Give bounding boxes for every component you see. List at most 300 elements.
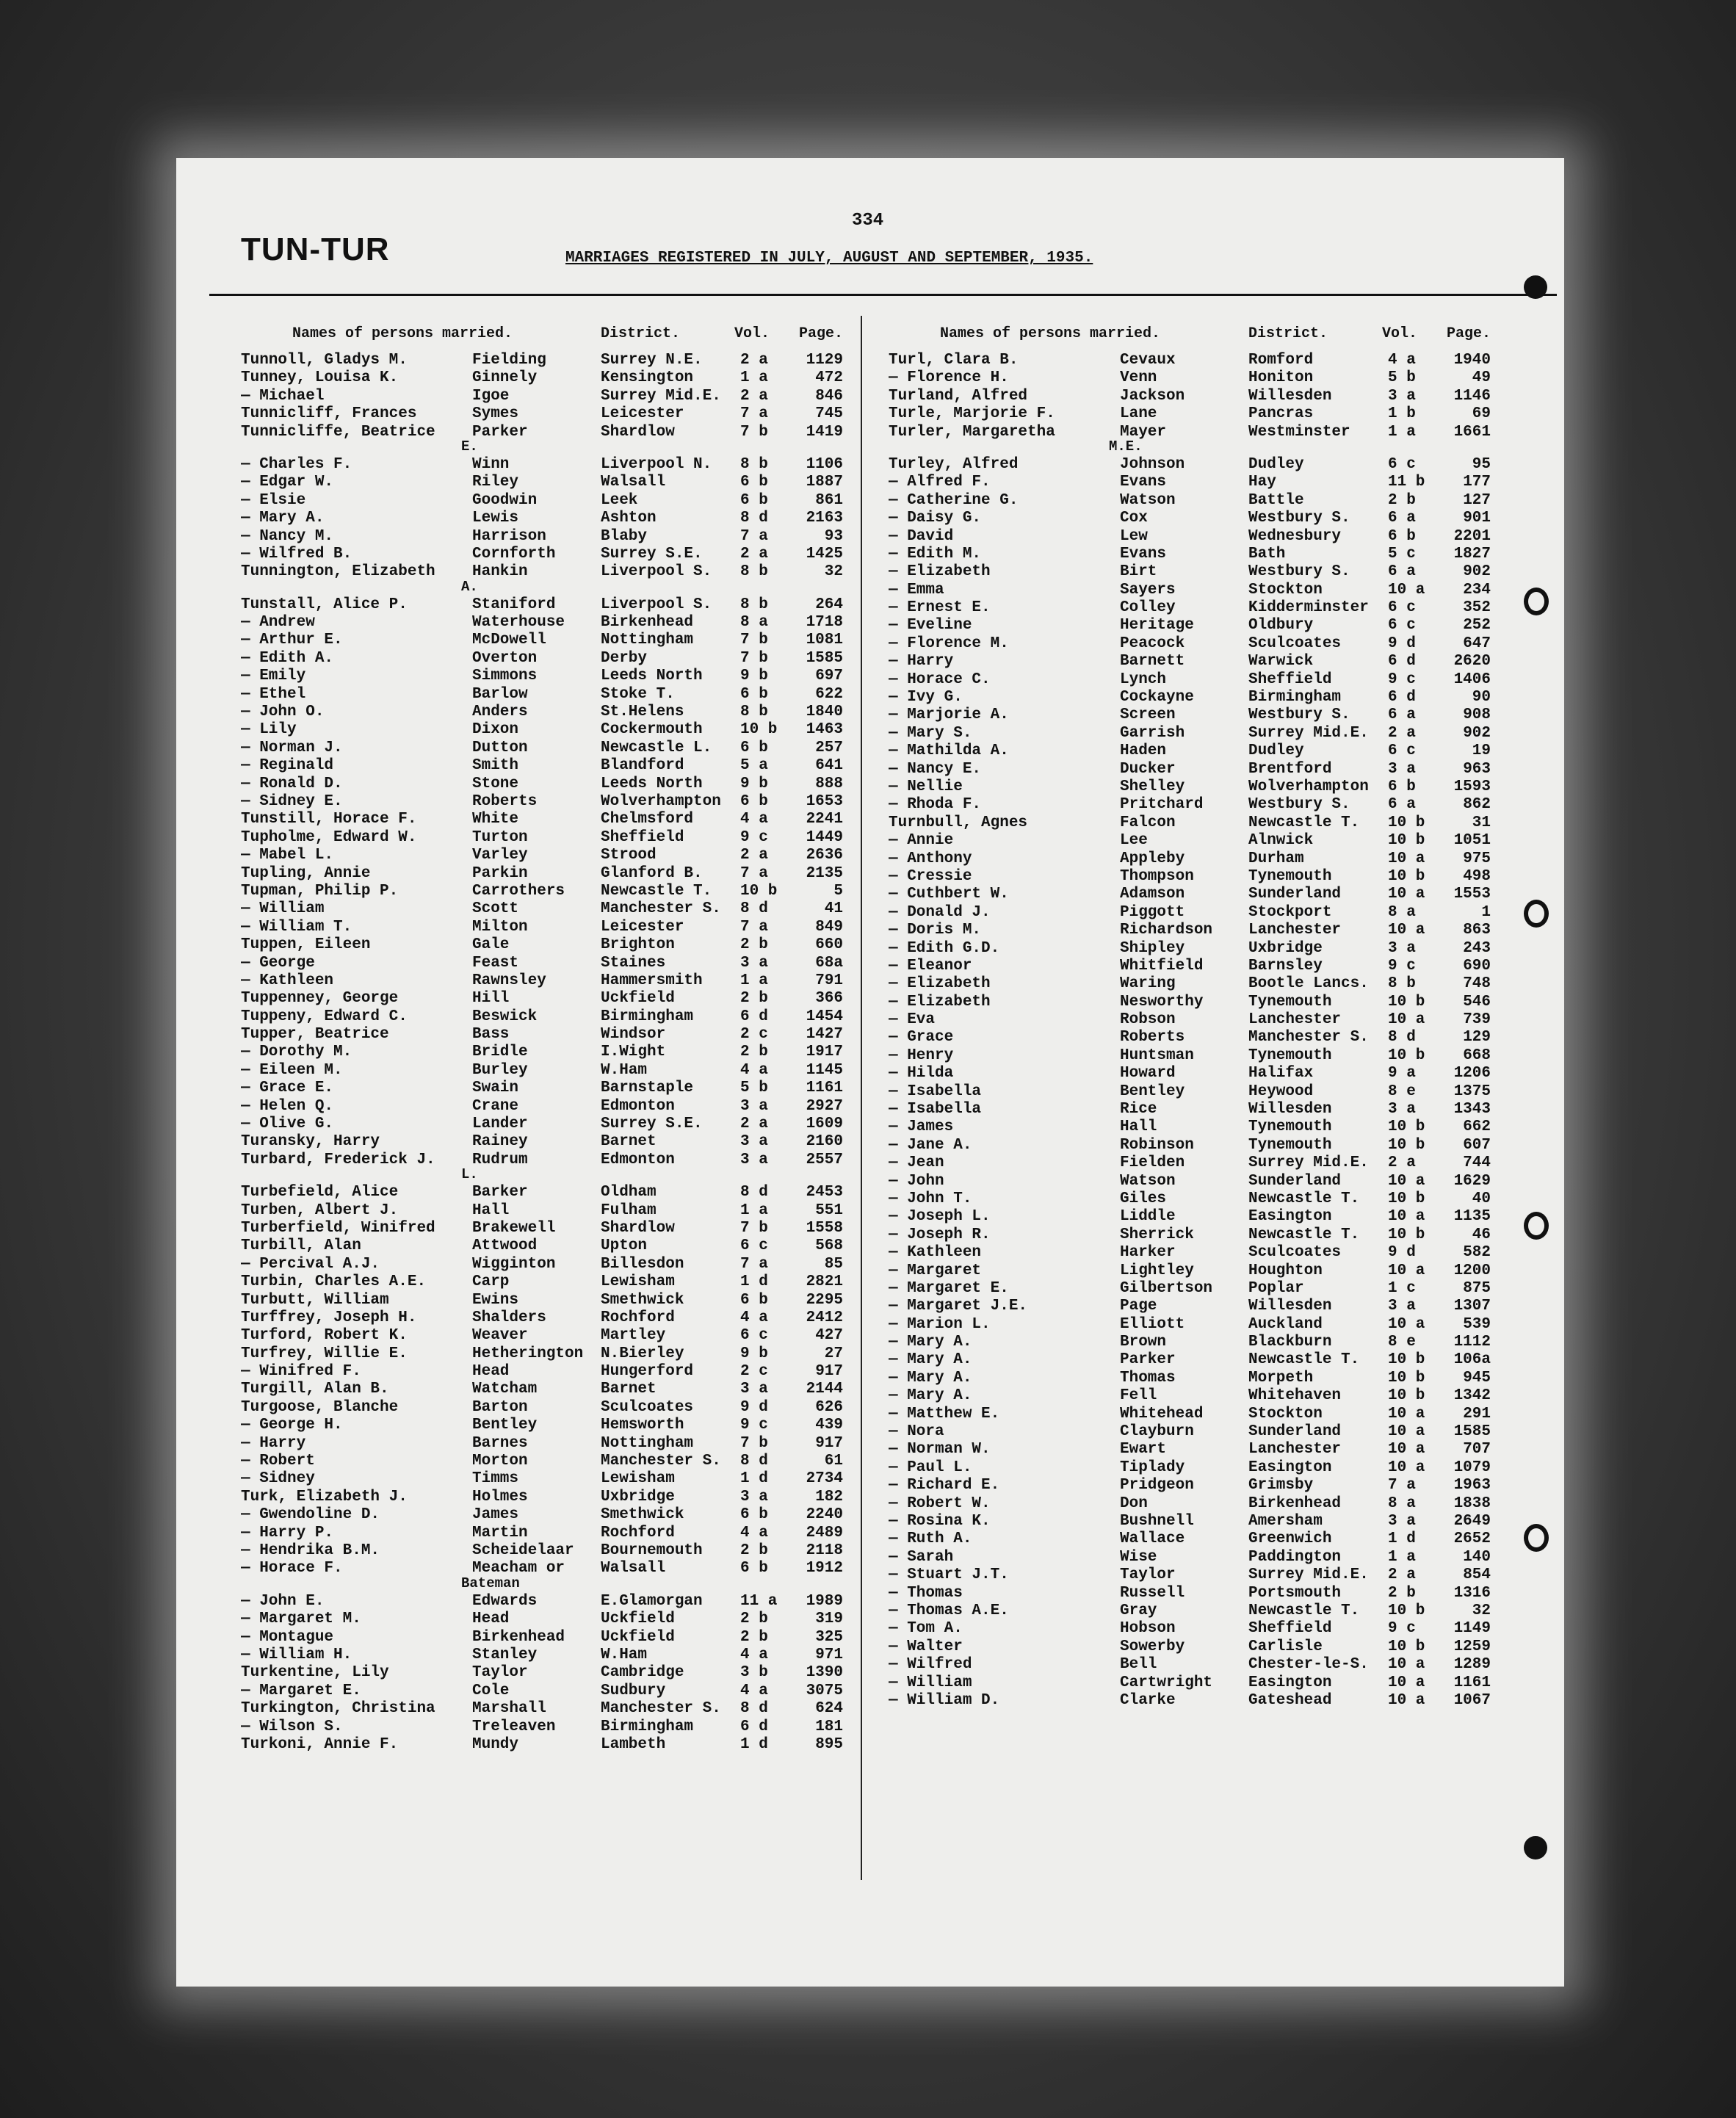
entry-spouse-surname: Wigginton [472, 1255, 556, 1273]
register-entry [889, 796, 1505, 814]
register-entry [241, 1220, 858, 1237]
entry-district: Birkenhead [601, 614, 694, 632]
entry-volume: 10 b [740, 721, 778, 739]
entry-spouse-surname: Rawnsley [472, 972, 546, 989]
entry-spouse-surname: Clayburn [1120, 1423, 1194, 1441]
entry-volume: 6 c [740, 1327, 768, 1345]
entry-volume: 10 a [1388, 850, 1425, 867]
entry-name: — Lily [241, 721, 297, 739]
entry-volume: 1 d [740, 1735, 768, 1753]
entry-page: 902 [1463, 563, 1491, 581]
entry-spouse-surname: Turton [472, 828, 528, 846]
header-district: District. [1248, 325, 1328, 342]
entry-spouse-surname: Cockayne [1120, 689, 1194, 706]
entry-name: — Hilda [889, 1065, 954, 1083]
entry-spouse-surname: Colley [1120, 599, 1176, 617]
entry-page: 1827 [1453, 545, 1491, 563]
entry-district: Sheffield [601, 828, 684, 846]
entry-page: 5 [833, 882, 843, 900]
entry-spouse-surname: Rudrum [472, 1151, 528, 1168]
entry-name: Turben, Albert J. [241, 1201, 399, 1219]
entry-name: Turle, Marjorie F. [889, 405, 1055, 423]
entry-district: Barnet [601, 1133, 657, 1151]
entry-page: 257 [815, 739, 843, 756]
header-page: Page. [1447, 325, 1491, 342]
entry-spouse-surname: Barker [472, 1184, 528, 1201]
entry-district: Uxbridge [601, 1488, 675, 1506]
entry-name: — Nancy E. [889, 760, 982, 778]
entry-page: 622 [815, 685, 843, 703]
entry-spouse-surname: Gray [1120, 1602, 1157, 1619]
entry-spouse-surname: Watcham [472, 1381, 538, 1398]
entry-spouse-surname: Treleaven [472, 1718, 556, 1735]
entry-name: — Edith M. [889, 545, 982, 563]
entry-continuation-text: M.E. [1109, 438, 1143, 455]
entry-page: 1629 [1453, 1172, 1491, 1190]
entry-volume: 10 b [1388, 814, 1425, 831]
entry-spouse-surname: Rice [1120, 1101, 1157, 1118]
entry-spouse-surname: Peacock [1120, 635, 1185, 652]
entry-district: Lanchester [1248, 1011, 1342, 1029]
entry-volume: 6 c [1388, 599, 1416, 617]
entry-district: Lewisham [601, 1470, 675, 1488]
entry-name: — Donald J. [889, 903, 991, 921]
entry-volume: 6 b [740, 1291, 768, 1309]
register-entry [241, 596, 858, 614]
entry-district: Uckfield [601, 1628, 675, 1646]
entry-district: Newcastle L. [601, 739, 712, 756]
entry-name: — Elizabeth [889, 563, 991, 581]
register-entry [241, 865, 858, 883]
entry-volume: 10 b [1388, 867, 1425, 885]
register-entry [889, 1406, 1505, 1423]
register-entry [241, 668, 858, 685]
register-entry [241, 352, 858, 369]
entry-volume: 3 b [740, 1664, 768, 1682]
entry-spouse-surname: Lander [472, 1116, 528, 1133]
register-entry [889, 814, 1505, 832]
register-entry [241, 388, 858, 405]
entry-spouse-surname: Birt [1120, 563, 1157, 581]
register-entry [889, 1226, 1505, 1244]
entry-volume: 6 b [1388, 527, 1416, 545]
entry-spouse-surname: Watson [1120, 1172, 1176, 1190]
header-district: District. [601, 325, 681, 342]
entry-volume: 10 a [1388, 1172, 1425, 1190]
entry-page: 129 [1463, 1029, 1491, 1047]
entry-page: 1390 [806, 1664, 843, 1682]
entry-district: Tynemouth [1248, 993, 1332, 1011]
entry-volume: 8 d [740, 900, 768, 918]
entry-spouse-surname: Roberts [1120, 1029, 1185, 1047]
entry-page: 647 [1463, 635, 1491, 652]
register-entry [889, 1118, 1505, 1136]
entry-volume: 8 a [1388, 1494, 1416, 1512]
register-entry [889, 994, 1505, 1011]
entry-name: — Mabel L. [241, 847, 334, 864]
entry-page: 1912 [806, 1560, 843, 1577]
entry-page: 366 [815, 990, 843, 1008]
entry-volume: 9 c [740, 1417, 768, 1434]
entry-spouse-surname: James [472, 1506, 519, 1524]
entry-spouse-surname: Cornforth [472, 545, 556, 563]
register-entry [889, 689, 1505, 706]
entry-district: Hammersmith [601, 972, 703, 989]
entry-page: 854 [1463, 1566, 1491, 1584]
entry-volume: 3 a [1388, 939, 1416, 957]
entry-spouse-surname: Lane [1120, 405, 1157, 423]
entry-spouse-surname: Jackson [1120, 387, 1185, 405]
entry-page: 2453 [806, 1184, 843, 1201]
entry-volume: 9 c [1388, 671, 1416, 688]
entry-volume: 6 a [1388, 510, 1416, 527]
entry-page: 2412 [806, 1309, 843, 1326]
entry-spouse-surname: Milton [472, 918, 528, 936]
entry-volume: 9 d [1388, 1244, 1416, 1262]
entry-volume: 6 b [740, 792, 768, 810]
entry-volume: 6 b [740, 1560, 768, 1577]
register-entry [241, 632, 858, 649]
entry-spouse-surname: Lee [1120, 832, 1148, 850]
entry-district: Westbury S. [1248, 510, 1350, 527]
entry-page: 744 [1463, 1154, 1491, 1172]
entry-page: 69 [1472, 405, 1491, 423]
entry-volume: 10 b [1388, 1226, 1425, 1243]
register-entry [889, 528, 1505, 546]
entry-name: — Ruth A. [889, 1530, 972, 1548]
entry-district: Barnstaple [601, 1080, 694, 1097]
entry-name: — Norman W. [889, 1441, 991, 1459]
register-entry [241, 474, 858, 491]
register-entry [889, 635, 1505, 653]
entry-spouse-surname: Piggott [1120, 903, 1185, 921]
entry-page: 1259 [1453, 1638, 1491, 1655]
entry-district: Hungerford [601, 1363, 694, 1381]
register-entry [889, 1692, 1505, 1710]
entry-name: — Walter [889, 1638, 963, 1655]
entry-name: — Edgar W. [241, 474, 334, 491]
entry-spouse-surname: Fell [1120, 1387, 1157, 1405]
entry-name: — Eveline [889, 617, 972, 635]
entry-spouse-surname: Richardson [1120, 922, 1213, 939]
entry-district: Upton [601, 1237, 648, 1255]
entry-spouse-surname: Giles [1120, 1190, 1167, 1207]
entry-page: 1146 [1453, 387, 1491, 405]
entry-district: Hay [1248, 474, 1276, 491]
entry-volume: 7 b [740, 632, 768, 649]
entry-page: 888 [815, 775, 843, 792]
entry-page: 1718 [806, 614, 843, 632]
entry-spouse-surname: Igoe [472, 387, 510, 405]
entry-district: Dudley [1248, 742, 1304, 760]
entry-name: — Harry [241, 1434, 306, 1452]
entry-page: 32 [824, 563, 843, 581]
entry-district: Birmingham [601, 1718, 694, 1735]
entry-district: Bootle Lancs. [1248, 975, 1369, 993]
entry-page: 1887 [806, 474, 843, 491]
entry-name: Tuppeny, Edward C. [241, 1008, 408, 1025]
entry-volume: 6 a [1388, 563, 1416, 581]
entry-district: Stockton [1248, 581, 1323, 599]
entry-volume: 2 a [740, 352, 768, 369]
entry-volume: 8 d [740, 1453, 768, 1470]
entry-spouse-surname: Shipley [1120, 939, 1185, 957]
entry-spouse-surname: Sherrick [1120, 1226, 1194, 1243]
entry-district: Uckfield [601, 1611, 675, 1628]
entry-spouse-surname: Edwards [472, 1592, 538, 1610]
entry-name: — Emily [241, 668, 306, 685]
entry-page: 1051 [1453, 832, 1491, 850]
entry-volume: 8 d [1388, 1029, 1416, 1047]
entry-page: 427 [815, 1327, 843, 1345]
entry-page: 2821 [806, 1273, 843, 1291]
entry-district: Billesdon [601, 1255, 684, 1273]
entry-volume: 1 c [1388, 1279, 1416, 1297]
entry-page: 901 [1463, 510, 1491, 527]
register-entry [889, 1656, 1505, 1674]
entry-page: 2160 [806, 1133, 843, 1151]
entry-page: 2652 [1453, 1530, 1491, 1548]
entry-continuation [889, 438, 1505, 456]
entry-volume: 1 d [740, 1470, 768, 1488]
entry-spouse-surname: Russell [1120, 1584, 1185, 1602]
entry-page: 1200 [1453, 1262, 1491, 1279]
entry-name: — Gwendoline D. [241, 1506, 380, 1524]
entry-district: Cockermouth [601, 721, 703, 739]
entry-name: Turkington, Christina [241, 1700, 435, 1718]
entry-spouse-surname: McDowell [472, 632, 546, 649]
entry-volume: 8 d [740, 1700, 768, 1718]
entry-volume: 6 d [740, 1718, 768, 1735]
entry-spouse-surname: Whitehead [1120, 1405, 1204, 1423]
entry-spouse-surname: Thomas [1120, 1369, 1176, 1387]
entry-volume: 8 b [740, 596, 768, 613]
entry-page: 895 [815, 1735, 843, 1753]
register-entry [241, 1506, 858, 1524]
entry-page: 127 [1463, 491, 1491, 509]
entry-spouse-surname: Harker [1120, 1244, 1176, 1262]
entry-name: — Michael [241, 387, 325, 405]
register-entry [241, 1345, 858, 1363]
entry-volume: 9 c [1388, 957, 1416, 975]
register-entry [889, 1316, 1505, 1334]
entry-district: Manchester S. [601, 1453, 721, 1470]
entry-page: 2241 [806, 811, 843, 828]
register-entry [889, 1137, 1505, 1154]
entry-name: Tunnicliff, Frances [241, 405, 417, 423]
register-entry [889, 1387, 1505, 1405]
register-entry [889, 1334, 1505, 1351]
entry-name: — Sidney [241, 1470, 315, 1488]
entry-name: — Helen Q. [241, 1097, 334, 1115]
entry-name: — James [889, 1118, 954, 1136]
entry-page: 1342 [1453, 1387, 1491, 1405]
entry-district: Shardlow [601, 1219, 675, 1237]
entry-spouse-surname: Lewis [472, 510, 519, 527]
entry-district: Durham [1248, 850, 1304, 867]
entry-district: Manchester S. [601, 1700, 721, 1718]
entry-volume: 3 a [740, 1133, 768, 1151]
entry-name: — Matthew E. [889, 1405, 1000, 1423]
entry-page: 46 [1472, 1226, 1491, 1243]
entry-district: Heywood [1248, 1083, 1314, 1100]
entry-district: Romford [1248, 352, 1314, 369]
register-entry [889, 599, 1505, 617]
entry-name: — Stuart J.T. [889, 1566, 1009, 1584]
entry-volume: 10 a [1388, 1691, 1425, 1709]
entry-page: 1585 [806, 649, 843, 667]
register-entry [889, 1280, 1505, 1298]
register-entry [241, 1525, 858, 1542]
entry-name: Turkoni, Annie F. [241, 1735, 399, 1753]
entry-spouse-surname: Riley [472, 474, 519, 491]
entry-name: — Margaret [889, 1262, 982, 1279]
entry-district: Surrey S.E. [601, 545, 703, 563]
entry-volume: 7 a [740, 527, 768, 545]
entry-page: 1067 [1453, 1691, 1491, 1709]
entry-page: 945 [1463, 1369, 1491, 1387]
binder-ring [1524, 1524, 1549, 1552]
entry-page: 697 [815, 668, 843, 685]
entry-spouse-surname: Hetherington [472, 1345, 584, 1362]
entry-district: Shardlow [601, 423, 675, 441]
entry-page: 325 [815, 1628, 843, 1646]
entry-volume: 2 a [1388, 1566, 1416, 1584]
entry-spouse-surname: Timms [472, 1470, 519, 1488]
entry-page: 2118 [806, 1542, 843, 1559]
register-entry [241, 1327, 858, 1345]
entry-spouse-surname: Carp [472, 1273, 510, 1291]
entry-name: — John T. [889, 1190, 972, 1207]
entry-district: W.Ham [601, 1061, 648, 1079]
entry-volume: 5 b [1388, 369, 1416, 387]
entry-page: 1585 [1453, 1423, 1491, 1441]
register-entry [241, 721, 858, 739]
entry-name: — Wilson S. [241, 1718, 343, 1735]
entry-volume: 10 a [1388, 1208, 1425, 1226]
column-header [889, 319, 1505, 352]
entry-district: Sheffield [1248, 671, 1332, 688]
entry-name: — Margaret E. [241, 1682, 361, 1699]
binder-ring [1524, 1212, 1549, 1240]
entry-volume: 3 a [1388, 1298, 1416, 1315]
register-entry [241, 1399, 858, 1417]
entry-continuation-text: Bateman [461, 1575, 520, 1591]
entry-page: 546 [1463, 993, 1491, 1011]
entry-spouse-surname: Hankin [472, 563, 528, 581]
register-entry [889, 1029, 1505, 1047]
column-divider [861, 316, 862, 1880]
entry-volume: 4 a [740, 1682, 768, 1699]
entry-spouse-surname: Burley [472, 1061, 528, 1079]
entry-volume: 2 a [1388, 1154, 1416, 1172]
entry-volume: 9 c [1388, 1620, 1416, 1638]
entry-spouse-surname: Bell [1120, 1656, 1157, 1674]
entry-volume: 6 a [1388, 796, 1416, 814]
entry-volume: 6 b [740, 739, 768, 756]
entry-district: Blandford [601, 757, 684, 775]
entry-page: 1463 [806, 721, 843, 739]
entry-page: 551 [815, 1201, 843, 1219]
entry-spouse-surname: Bentley [472, 1417, 538, 1434]
register-entry [241, 1611, 858, 1628]
register-entry [241, 686, 858, 704]
entry-district: Sunderland [1248, 1423, 1342, 1441]
register-entry [889, 904, 1505, 922]
entry-page: 626 [815, 1398, 843, 1416]
entry-name: Turbin, Charles A.E. [241, 1273, 427, 1291]
entry-volume: 2 c [740, 1363, 768, 1381]
entry-name: — Ronald D. [241, 775, 343, 792]
entry-page: 439 [815, 1417, 843, 1434]
entry-volume: 2 b [740, 936, 768, 954]
entry-volume: 1 a [1388, 423, 1416, 441]
register-entry [241, 492, 858, 510]
entry-page: 1940 [1453, 352, 1491, 369]
entry-district: Surrey Mid.E. [1248, 1566, 1369, 1584]
register-entry [241, 1256, 858, 1273]
entry-name: — Emma [889, 581, 944, 599]
register-entry [889, 1208, 1505, 1226]
entry-spouse-surname: Meacham or [472, 1560, 565, 1577]
entry-district: Martley [601, 1327, 666, 1345]
entry-district: Sunderland [1248, 886, 1342, 903]
entry-page: 917 [815, 1434, 843, 1452]
entry-volume: 8 e [1388, 1083, 1416, 1100]
entry-spouse-surname: Ewins [472, 1291, 519, 1309]
entry-volume: 11 a [740, 1592, 778, 1610]
entry-spouse-surname: Page [1120, 1298, 1157, 1315]
entry-spouse-surname: Feast [472, 954, 519, 972]
entry-volume: 5 c [1388, 545, 1416, 563]
register-entry [241, 1133, 858, 1151]
register-entry [241, 1560, 858, 1577]
entry-name: — Arthur E. [241, 632, 343, 649]
register-entry [241, 1736, 858, 1754]
entry-volume: 3 a [740, 954, 768, 972]
entry-page: 1989 [806, 1592, 843, 1610]
entry-spouse-surname: Smith [472, 757, 519, 775]
entry-name: — Joseph R. [889, 1226, 991, 1243]
entry-name: — George [241, 954, 315, 972]
entry-spouse-surname: Hobson [1120, 1620, 1176, 1638]
entry-district: Liverpool S. [601, 596, 712, 613]
entry-name: Turgoose, Blanche [241, 1398, 399, 1416]
entry-district: Willesden [1248, 387, 1332, 405]
register-entry [889, 1530, 1505, 1548]
entry-page: 1840 [806, 704, 843, 721]
entry-name: — Mary A. [889, 1351, 972, 1369]
entry-district: Uckfield [601, 990, 675, 1008]
entry-name: — Florence M. [889, 635, 1009, 652]
entry-district: Walsall [601, 474, 666, 491]
entry-name: — Percival A.J. [241, 1255, 380, 1273]
register-entry [889, 940, 1505, 958]
entry-page: 49 [1472, 369, 1491, 387]
entry-volume: 10 b [1388, 1351, 1425, 1369]
entry-district: Willesden [1248, 1101, 1332, 1118]
entry-page: 291 [1463, 1405, 1491, 1423]
register-entry [241, 1417, 858, 1434]
entry-volume: 5 b [740, 1080, 768, 1097]
entry-name: — David [889, 527, 954, 545]
entry-spouse-surname: Symes [472, 405, 519, 423]
entry-page: 252 [1463, 617, 1491, 635]
entry-page: 1161 [1453, 1674, 1491, 1691]
entry-volume: 6 d [740, 1008, 768, 1025]
entry-name: — John E. [241, 1592, 325, 1610]
entry-volume: 8 a [1388, 903, 1416, 921]
